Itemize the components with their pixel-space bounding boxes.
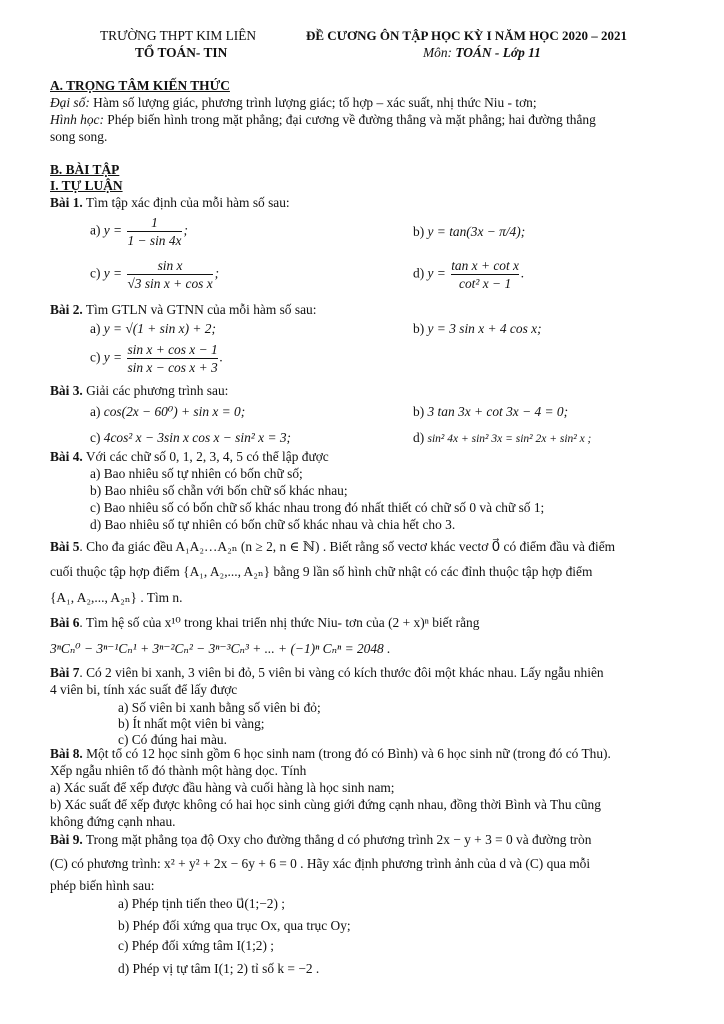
bai3-heading bbox=[50, 383, 228, 399]
bai2-a bbox=[90, 321, 216, 337]
bai4-b: b) Bao nhiêu số chẵn với bốn chữ số khác nhau; bbox=[90, 483, 348, 498]
bai5-line3: {A₁, A₂,..., A₂ₙ} . Tìm n. bbox=[50, 590, 183, 605]
algebra-label: Đại số: bbox=[50, 95, 90, 110]
bai7-line1 bbox=[50, 665, 604, 681]
bai5-label: Bài 5 bbox=[50, 539, 80, 554]
bai2-c-num: sin x + cos x − 1 bbox=[127, 342, 218, 357]
bai8-b1: b) Xác suất để xếp được không có hai học sinh cùng giới đứng cạnh nhau, đồng thời Bình và Thu cũng bbox=[50, 797, 601, 812]
bai4-label: Bài 4. bbox=[50, 449, 83, 464]
department-name: TỔ TOÁN- TIN bbox=[135, 45, 228, 60]
bai4-a: a) Bao nhiêu số tự nhiên có bốn chữ số; bbox=[90, 466, 303, 481]
bai4-heading bbox=[50, 449, 329, 465]
bai5-text1: . Cho đa giác đều A₁A₂…A₂ₙ (n ≥ 2, n ∈ ℕ) . Biết rằng số vectơ khác vectơ 0⃗ có điểm đầu và điểm bbox=[79, 539, 616, 554]
bai9-b: b) Phép đối xứng qua trục Ox, qua trục Oy; bbox=[118, 918, 351, 933]
bai9-line1 bbox=[50, 832, 591, 848]
bai1-a-num: 1 bbox=[151, 215, 158, 230]
geometry-text: Phép biến hình trong mặt phẳng; đại cương về đường thẳng và mặt phẳng; hai đường thẳng bbox=[103, 112, 596, 127]
bai2-heading bbox=[50, 302, 316, 318]
algebra-text: Hàm số lượng giác, phương trình lượng giác; tổ hợp – xác suất, nhị thức Niu - tơn; bbox=[89, 95, 537, 110]
bai2-c-fraction bbox=[127, 341, 217, 376]
bai9-text1: Trong mặt phẳng tọa độ Oxy cho đường thẳng d có phương trình 2x − y + 3 = 0 và đường tròn bbox=[82, 832, 592, 847]
bai8-text1: Một tổ có 12 học sinh gồm 6 học sinh nam (trong đó có Bình) và 6 học sinh nữ (trong đó có Thu). bbox=[82, 746, 611, 761]
bai1-a-end: ; bbox=[183, 222, 188, 238]
bai8-label: Bài 8. bbox=[50, 746, 83, 761]
section-a-geometry-cont: song song. bbox=[50, 129, 108, 144]
bai1-d-lhs: y = bbox=[427, 265, 446, 281]
bai2-text: Tìm GTLN và GTNN của mỗi hàm số sau: bbox=[82, 302, 317, 317]
section-b-heading: B. BÀI TẬP bbox=[50, 162, 120, 177]
bai9-c: c) Phép đối xứng tâm I(1;2) ; bbox=[118, 938, 275, 953]
bai2-b bbox=[413, 321, 542, 337]
bai3-b bbox=[413, 404, 568, 420]
bai3-d bbox=[413, 430, 591, 447]
bai5-line1 bbox=[50, 539, 615, 555]
geometry-label: Hình học: bbox=[50, 112, 104, 127]
subject-line bbox=[423, 45, 541, 61]
bai2-b-label: b) bbox=[413, 321, 425, 336]
bai7-line2: 4 viên bi, tính xác suất để lấy được bbox=[50, 682, 238, 697]
bai3-label: Bài 3. bbox=[50, 383, 83, 398]
bai1-d-label: d) bbox=[413, 265, 425, 281]
bai1-a-label: a) bbox=[90, 222, 101, 238]
bai3-text: Giải các phương trình sau: bbox=[82, 383, 229, 398]
bai7-c: c) Có đúng hai màu. bbox=[118, 732, 227, 747]
subject-value: TOÁN - Lớp 11 bbox=[455, 45, 541, 60]
bai8-a: a) Xác suất để xếp được đầu hàng và cuối hàng là học sinh nam; bbox=[50, 780, 395, 795]
bai6-line2: 3ⁿCₙ⁰ − 3ⁿ⁻¹Cₙ¹ + 3ⁿ⁻²Cₙ² − 3ⁿ⁻³Cₙ³ + ... + (−1)ⁿ Cₙⁿ = 2048 . bbox=[50, 641, 391, 656]
bai4-text: Với các chữ số 0, 1, 2, 3, 4, 5 có thể lập được bbox=[82, 449, 329, 464]
bai2-a-label: a) bbox=[90, 321, 101, 336]
bai9-d: d) Phép vị tự tâm I(1; 2) tỉ số k = −2 . bbox=[118, 961, 320, 976]
bai6-label: Bài 6 bbox=[50, 615, 80, 630]
bai8-b2: không đứng cạnh nhau. bbox=[50, 814, 176, 829]
bai8-line1 bbox=[50, 746, 611, 762]
bai3-c-label: c) bbox=[90, 430, 101, 445]
school-name: TRƯỜNG THPT KIM LIÊN bbox=[100, 28, 257, 43]
bai9-line3: phép biến hình sau: bbox=[50, 878, 155, 893]
bai3-a-expr: cos(2x − 60⁰) + sin x = 0; bbox=[103, 404, 246, 419]
bai6-line1 bbox=[50, 615, 479, 631]
bai9-line2: (C) có phương trình: x² + y² + 2x − 6y + 6 = 0 . Hãy xác định phương trình ảnh của d và (C) qua mỗi bbox=[50, 856, 591, 871]
bai1-a bbox=[90, 214, 188, 249]
subject-label: Môn: bbox=[423, 45, 453, 60]
bai3-a-label: a) bbox=[90, 404, 101, 419]
bai2-a-expr: y = √(1 + sin x) + 2; bbox=[103, 321, 216, 336]
bai3-c-expr: 4cos² x − 3sin x cos x − sin² x = 3; bbox=[103, 430, 291, 445]
bai7-b: b) Ít nhất một viên bi vàng; bbox=[118, 716, 265, 731]
bai6-text1: . Tìm hệ số của x¹⁰ trong khai triển nhị thức Niu- tơn của (2 + x)ⁿ biết rằng bbox=[79, 615, 480, 630]
bai2-c-end: . bbox=[219, 349, 224, 365]
bai1-c bbox=[90, 257, 219, 292]
bai2-c-label: c) bbox=[90, 349, 101, 365]
bai1-b-label: b) bbox=[413, 224, 425, 239]
bai1-c-end: ; bbox=[214, 265, 220, 281]
bai5-line2: cuối thuộc tập hợp điểm {A₁, A₂,..., A₂ₙ} bằng 9 lần số hình chữ nhật có các đỉnh thuộc tập hợp điểm bbox=[50, 564, 593, 579]
bai4-d: d) Bao nhiêu số tự nhiên có bốn chữ số khác nhau và chia hết cho 3. bbox=[90, 517, 456, 532]
bai3-a bbox=[90, 404, 245, 420]
bai1-d-end: . bbox=[521, 265, 525, 281]
bai3-b-label: b) bbox=[413, 404, 425, 419]
section-b-sub: I. TỰ LUẬN bbox=[50, 178, 123, 193]
bai1-b bbox=[413, 224, 525, 240]
bai4-c: c) Bao nhiêu số có bốn chữ số khác nhau trong đó nhất thiết có chữ số 0 và chữ số 1; bbox=[90, 500, 545, 515]
document-title: ĐỀ CƯƠNG ÔN TẬP HỌC KỲ I NĂM HỌC 2020 – 2021 bbox=[306, 28, 628, 43]
bai1-a-fraction bbox=[127, 214, 181, 249]
bai1-a-den: 1 − sin 4x bbox=[127, 233, 182, 248]
bai3-d-label: d) bbox=[413, 430, 425, 445]
bai1-d-num: tan x + cot x bbox=[451, 258, 519, 273]
bai1-c-fraction bbox=[127, 257, 212, 292]
section-a-geometry bbox=[50, 112, 596, 128]
bai1-c-lhs: y = bbox=[103, 265, 123, 281]
bai1-c-label: c) bbox=[90, 265, 101, 281]
bai2-c-lhs: y = bbox=[103, 349, 123, 365]
section-a-algebra bbox=[50, 95, 537, 111]
bai1-b-expr: y = tan(3x − π/4); bbox=[427, 224, 526, 239]
bai1-heading bbox=[50, 195, 290, 211]
bai8-line2: Xếp ngẫu nhiên tổ đó thành một hàng dọc. Tính bbox=[50, 763, 307, 778]
bai1-c-den: √3 sin x + cos x bbox=[127, 276, 213, 291]
bai1-d-fraction bbox=[451, 257, 519, 292]
bai7-label: Bài 7 bbox=[50, 665, 80, 680]
section-a-heading: A. TRỌNG TÂM KIẾN THỨC bbox=[50, 78, 230, 93]
bai1-c-num: sin x bbox=[157, 258, 183, 273]
bai1-text: Tìm tập xác định của mỗi hàm số sau: bbox=[82, 195, 290, 210]
bai2-c bbox=[90, 341, 223, 376]
bai3-c bbox=[90, 430, 291, 446]
bai9-a: a) Phép tịnh tiến theo u⃗(1;−2) ; bbox=[118, 896, 286, 911]
bai1-d-den: cot² x − 1 bbox=[451, 274, 519, 292]
bai1-label: Bài 1. bbox=[50, 195, 83, 210]
bai2-label: Bài 2. bbox=[50, 302, 83, 317]
bai2-c-den: sin x − cos x + 3 bbox=[127, 360, 218, 375]
bai7-text1: . Có 2 viên bi xanh, 3 viên bi đỏ, 5 viên bi vàng có kích thước đôi một khác nhau. Lấy ngẫu nhiên bbox=[79, 665, 604, 680]
bai1-a-lhs: y = bbox=[103, 222, 123, 238]
bai9-label: Bài 9. bbox=[50, 832, 83, 847]
bai2-b-expr: y = 3 sin x + 4 cos x; bbox=[427, 321, 542, 336]
bai7-a: a) Số viên bi xanh bằng số viên bi đỏ; bbox=[118, 700, 321, 715]
bai3-d-expr: sin² 4x + sin² 3x = sin² 2x + sin² x ; bbox=[427, 433, 592, 445]
bai3-b-expr: 3 tan 3x + cot 3x − 4 = 0; bbox=[427, 404, 569, 419]
bai1-d bbox=[413, 257, 524, 292]
